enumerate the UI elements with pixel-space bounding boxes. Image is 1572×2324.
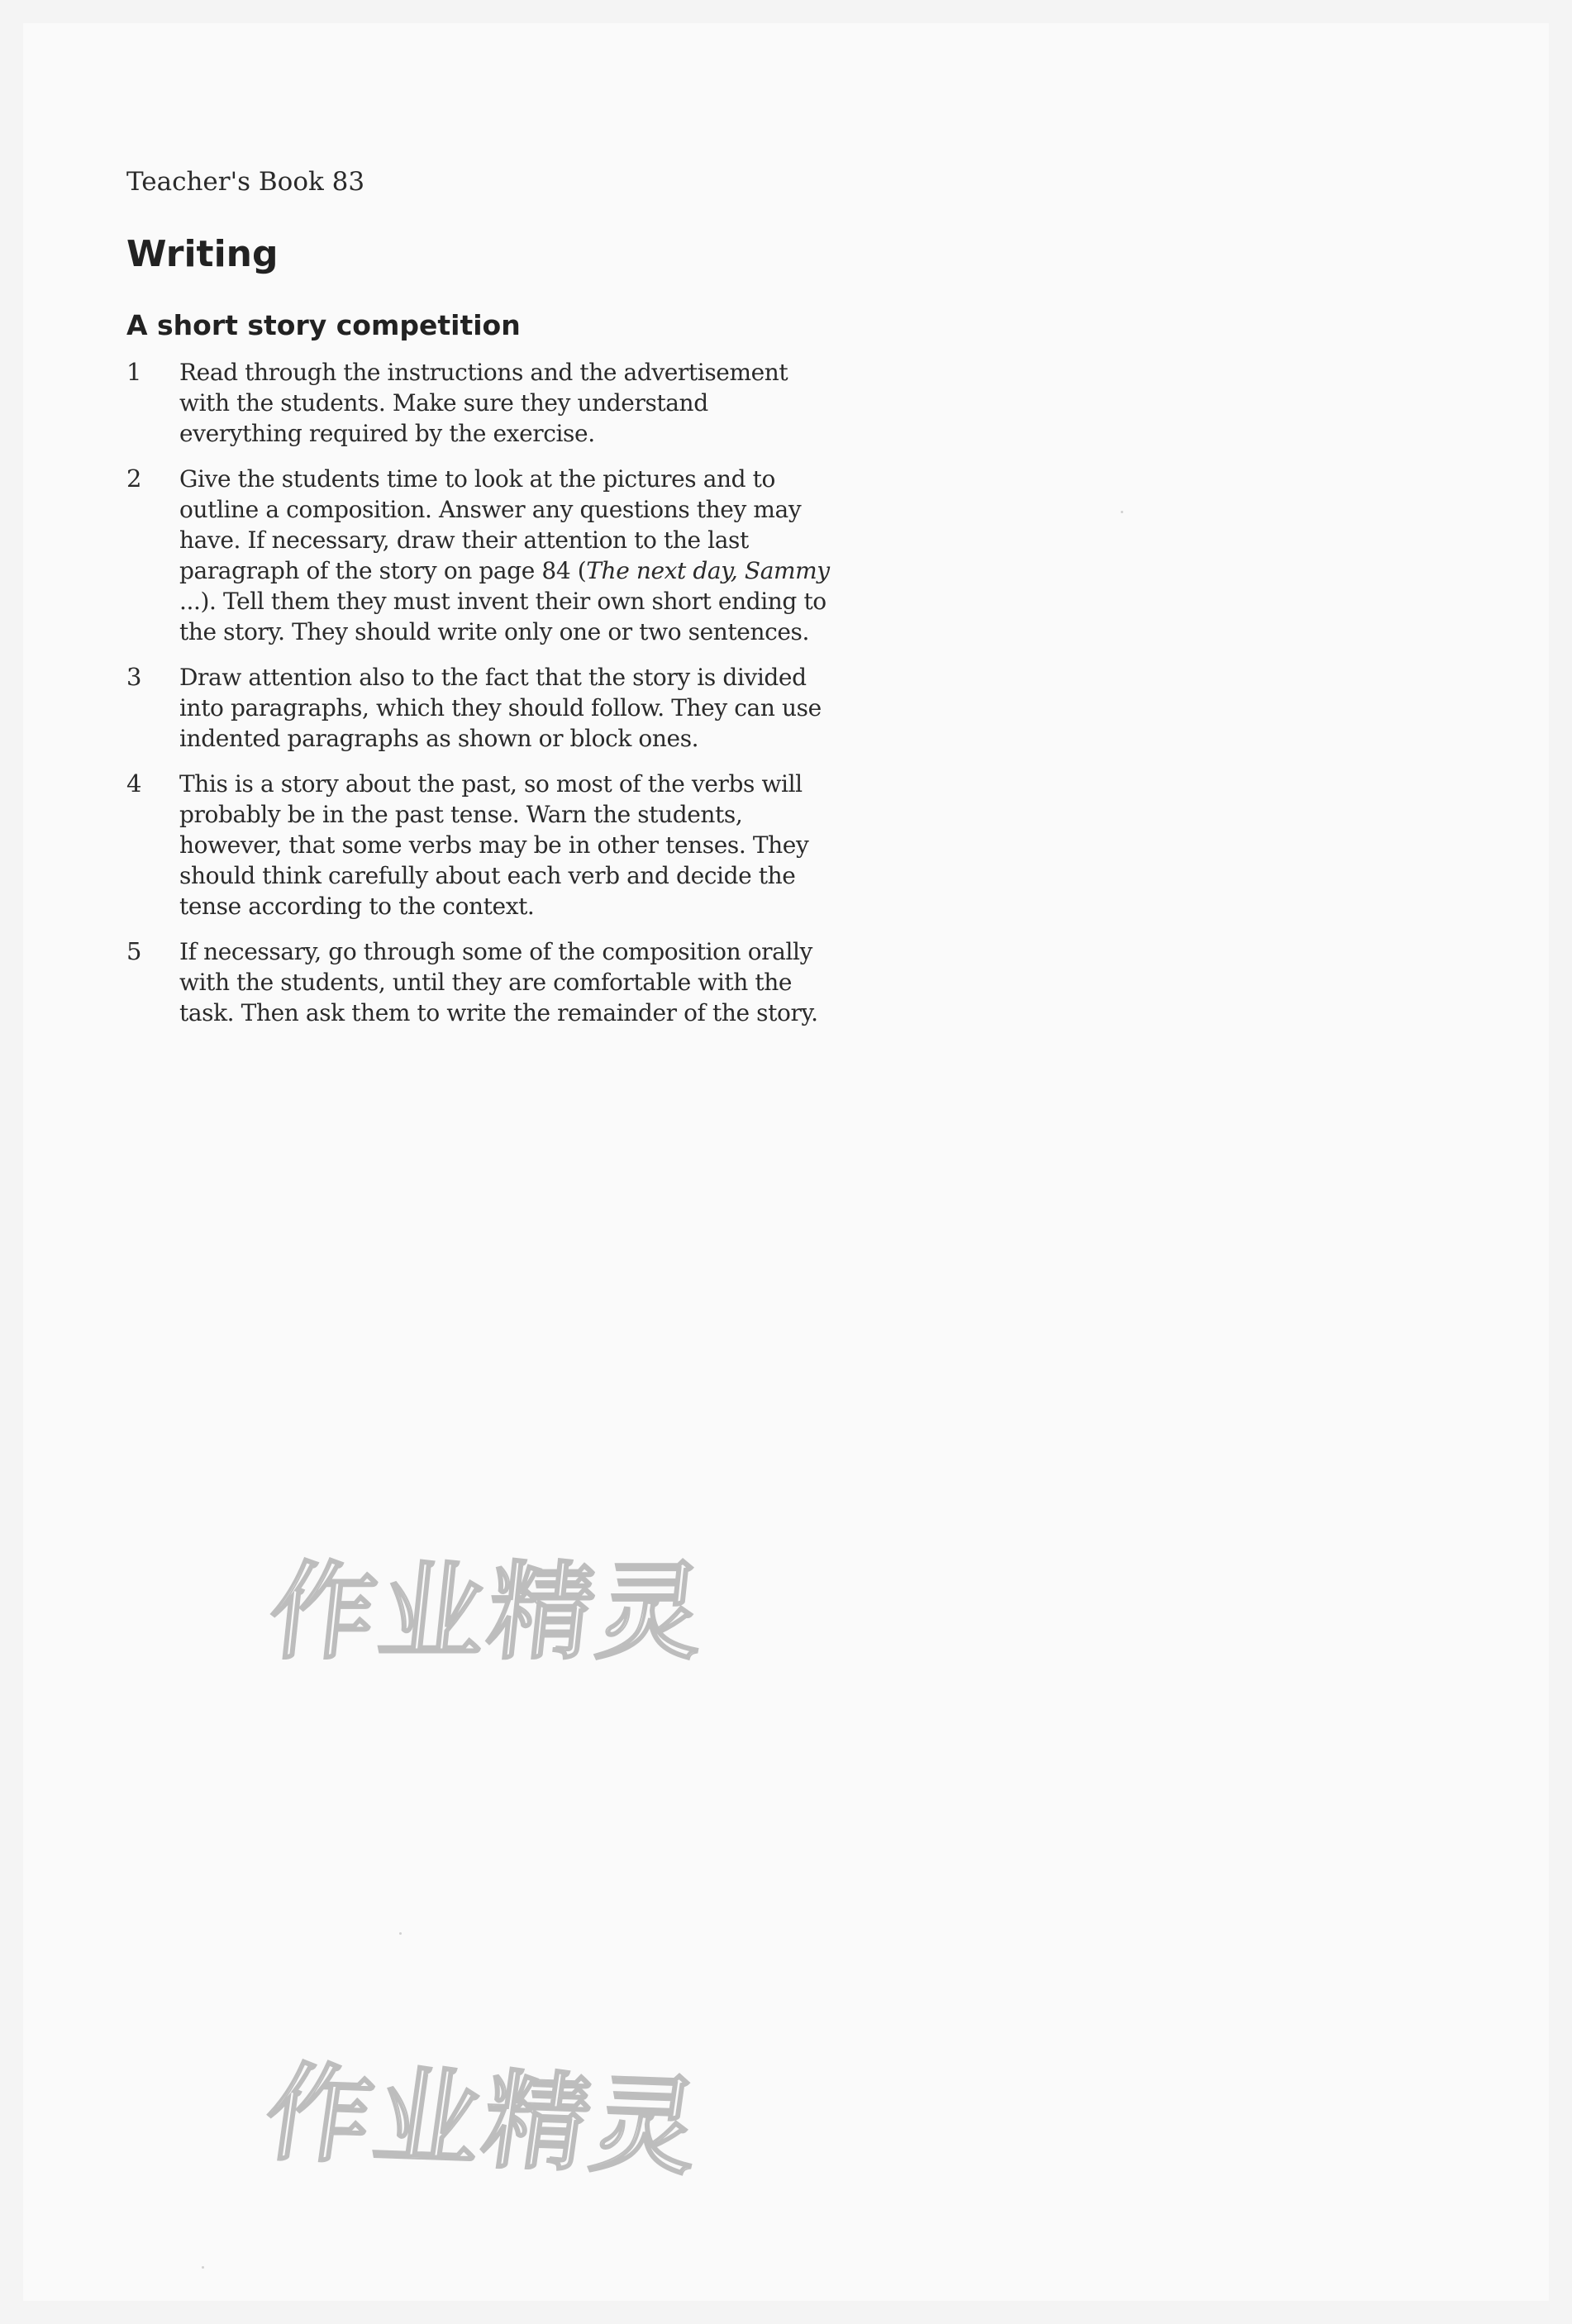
- item-text: Draw attention also to the fact that the story is divided into paragraphs, which they should follow. They can use indented paragraphs as shown or block ones.: [179, 664, 822, 752]
- subsection-title: A short story competition: [126, 309, 521, 341]
- list-item: [126, 464, 837, 647]
- page-header: Teacher's Book 83: [126, 167, 365, 197]
- item-number: 4: [126, 769, 142, 798]
- list-item: [126, 769, 837, 922]
- item-text: Read through the instructions and the advertisement with the students. Make sure they understand everything required by the exercise.: [179, 359, 788, 447]
- item-text-part: ...). Tell them they must invent their own short ending to the story. They should write only one or two sentences.: [179, 588, 826, 645]
- instruction-list: [126, 357, 837, 1043]
- section-title: Writing: [126, 233, 279, 275]
- speck: [399, 1932, 402, 1935]
- document-page: [23, 23, 1549, 2301]
- speck: [1121, 511, 1123, 513]
- item-number: 3: [126, 663, 142, 691]
- item-text-italic: The next day, Sammy: [586, 557, 830, 584]
- item-text: [179, 464, 837, 647]
- list-item: [126, 662, 837, 754]
- item-number: 1: [126, 358, 142, 386]
- item-number: 5: [126, 937, 142, 965]
- item-text: This is a story about the past, so most of the verbs will probably be in the past tense. Warn the students, however, that some verbs may be in other tenses. They should think carefully about each verb and decide the tense according to the context.: [179, 770, 809, 920]
- list-item: [126, 936, 837, 1028]
- watermark: 作业精灵: [258, 2051, 710, 2191]
- speck: [202, 2266, 204, 2269]
- item-text-part: Give the students time to look at the pictures and to outline a composition. Answer any questions they may have. If necessary, draw their attention to the last paragraph of the story on page 84 (: [179, 465, 802, 584]
- watermark: 作业精灵: [263, 1551, 713, 1674]
- list-item: [126, 357, 837, 449]
- item-number: 2: [126, 464, 142, 493]
- item-text: If necessary, go through some of the composition orally with the students, until they are comfortable with the task. Then ask them to write the remainder of the story.: [179, 938, 818, 1026]
